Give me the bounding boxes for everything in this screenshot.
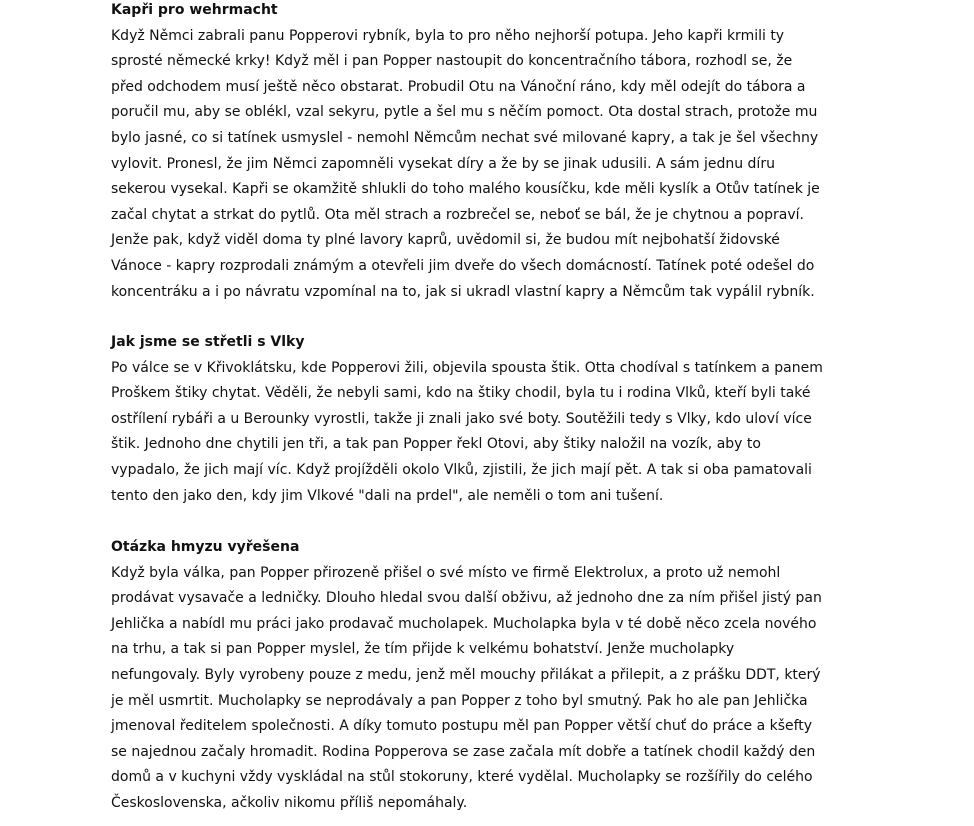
section-kapri-pro-wehrmacht xyxy=(111,0,863,305)
paragraph-line: domů a v kuchyni vždy vyskládal na stůl stokoruny, které vydělal. Mucholapky se rozšířily do celého xyxy=(111,769,813,786)
paragraph-line: sprosté německé krky! Když měl i pan Popper nastoupit do koncentračního tábora, rozhodl se, že xyxy=(111,53,793,70)
paragraph-line: Když byla válka, pan Popper přirozeně přišel o své místo ve firmě Elektrolux, a proto už nemohl xyxy=(111,564,781,581)
paragraph-line: jmenoval ředitelem společnosti. A díky tomuto postupu měl pan Popper větší chuť do práce a kšefty xyxy=(111,718,813,735)
section-jak-jsme-se-stretli-s-vlky xyxy=(111,330,863,509)
section-heading: Jak jsme se střetli s Vlky xyxy=(111,334,305,350)
paragraph-line: vylovit. Pronesl, že jim Němci zapomněli vysekat díry a že by se jinak udusili. A sám jednu díru xyxy=(111,155,775,172)
paragraph-line: nefungovaly. Byly vyrobeny pouze z medu, jenž měl mouchy přilákat a přilepit, a z prášku DDT, který xyxy=(111,666,821,683)
paragraph-line: tento den jako den, kdy jim Vlkové "dali na prdel", ale neměli o tom ani tušení. xyxy=(111,487,664,504)
paragraph-line: se najednou začaly hromadit. Rodina Popperova se zase začala mít dobře a tatínek chodil každý den xyxy=(111,743,816,760)
paragraph-line: před odchodem musí ještě něco obstarat. Probudil Otu na Vánoční ráno, kdy měl odejít do tábora a xyxy=(111,78,806,95)
section-otazka-hmyzu-vyresena xyxy=(111,535,863,817)
paragraph-line: ostřílení rybáři a u Berounky vyrostli, takže ji znali jako své boty. Soutěžili tedy s Vlky, kdo uloví více xyxy=(111,410,812,427)
paragraph-line: poručil mu, aby se oblékl, vzal sekyru, pytle a šel mu s něčím pomoct. Ota dostal strach, protože mu xyxy=(111,104,818,121)
paragraph-line: Jenže pak, když viděl doma ty plné lavory kaprů, uvědomil si, že budou mít nejbohatší židovské xyxy=(111,232,780,249)
paragraph-line: Když Němci zabrali panu Popperovi rybník, byla to pro něho nejhorší potupa. Jeho kapři krmili ty xyxy=(111,27,785,44)
paragraph-line: Československa, ačkoliv nikomu příliš nepomáhaly. xyxy=(111,794,468,811)
section-heading: Kapři pro wehrmacht xyxy=(111,2,278,18)
paragraph-line: na trhu, a tak si pan Popper myslel, že tím přijde k velkému bohatství. Jenže mucholapky xyxy=(111,641,735,658)
paragraph-line: bylo jasné, co si tatínek usmyslel - nemohl Němcům nechat své milované kapry, a tak je šel všechny xyxy=(111,129,819,146)
paragraph-line: Jehlička a nabídl mu práci jako prodavač mucholapek. Mucholapka byla v té době něco zcela nového xyxy=(111,615,817,632)
paragraph-line: štik. Jednoho dne chytili jen tři, a tak pan Popper řekl Otovi, aby štiky naložil na vozík, aby to xyxy=(111,436,761,453)
paragraph-line: koncentráku a i po návratu vzpomínal na to, jak si ukradl vlastní kapry a Němcům tak vypálil rybník. xyxy=(111,283,815,300)
paragraph-line: je měl usmrtit. Mucholapky se neprodávaly a pan Popper z toho byl smutný. Pak ho ale pan Jehlička xyxy=(111,692,808,709)
paragraph-line: Po válce se v Křivoklátsku, kde Popperovi žili, objevila spousta štik. Otta chodíval s tatínkem a panem xyxy=(111,359,823,376)
paragraph-line: prodávat vysavače a ledničky. Dlouho hledal svou další obživu, až jednoho dne za ním přišel jistý pan xyxy=(111,590,822,607)
paragraph-line: sekerou vysekal. Kapři se okamžitě shlukli do toho malého kousíčku, kde měli kyslík a Otův tatínek je xyxy=(111,181,820,198)
paragraph-line: Proškem štiky chytat. Věděli, že nebyli sami, kdo na štiky chodil, byla tu i rodina Vlků, kteří byli také xyxy=(111,385,811,402)
paragraph-line: začal chytat a strkat do pytlů. Ota měl strach a rozbrečel se, neboť se bál, že je chytnou a popraví. xyxy=(111,206,804,223)
section-heading: Otázka hmyzu vyřešena xyxy=(111,539,300,555)
paragraph-line: vypadalo, že jich mají víc. Když projížděli okolo Vlků, zjistili, že jich mají pět. A tak si oba pamatovali xyxy=(111,461,812,478)
paragraph-line: Vánoce - kapry rozprodali známým a otevřeli jim dveře do všech domácností. Tatínek poté odešel do xyxy=(111,257,815,274)
